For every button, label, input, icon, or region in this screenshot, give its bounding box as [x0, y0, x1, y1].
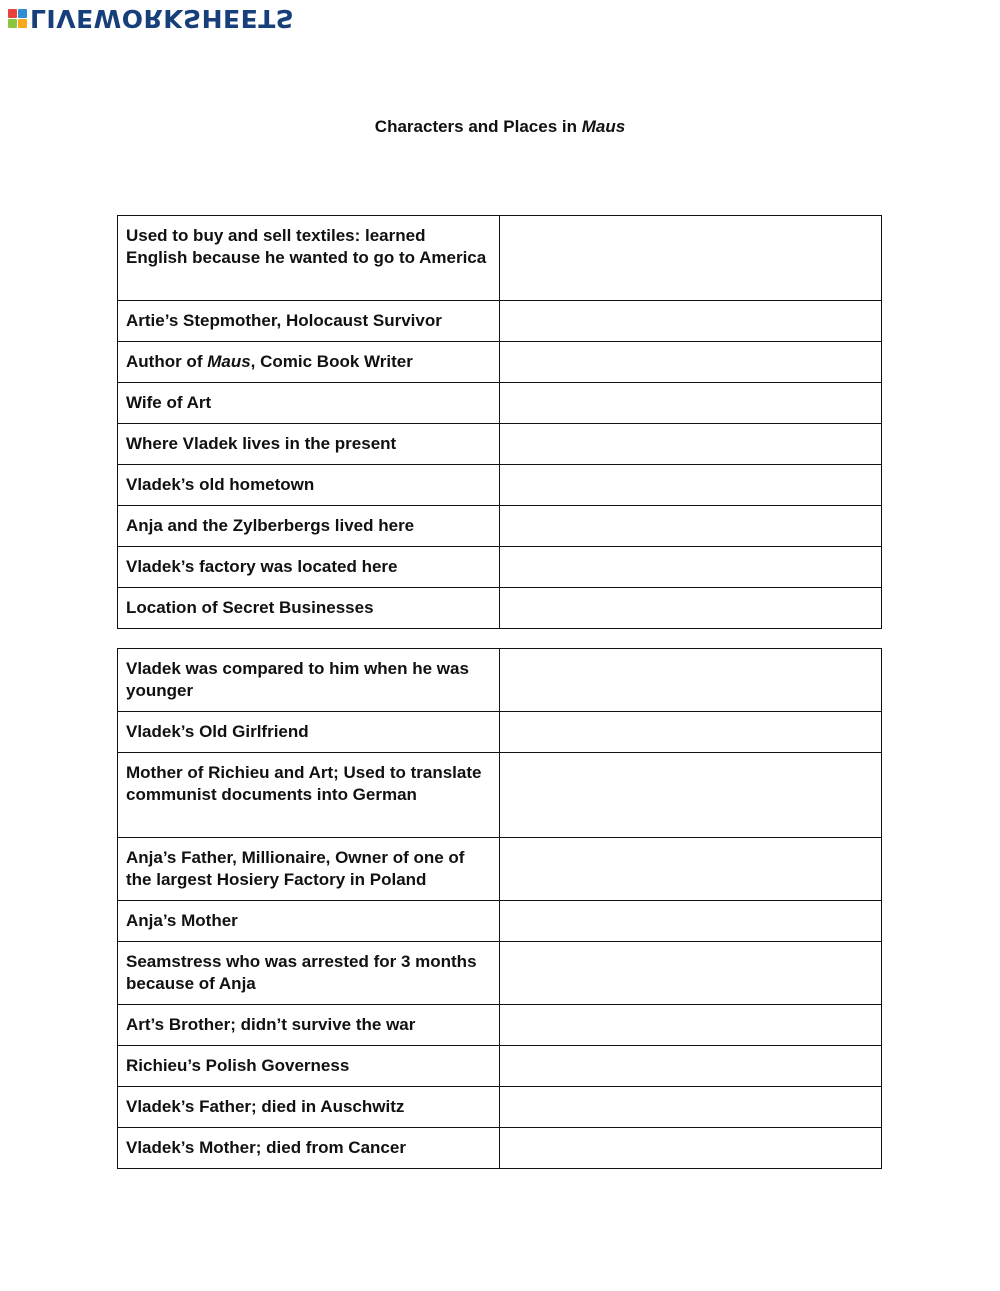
answer-cell[interactable]	[500, 1087, 882, 1128]
prompt-cell: Vladek’s Father; died in Auschwitz	[118, 1087, 500, 1128]
prompt-text-pre: Author of	[126, 352, 208, 371]
answer-cell[interactable]	[500, 424, 882, 465]
answer-cell[interactable]	[500, 588, 882, 629]
logo-blocks-icon	[8, 9, 27, 28]
characters-table-2	[117, 648, 882, 1169]
title-prefix: Characters and Places in	[374, 117, 582, 136]
answer-cell[interactable]	[500, 1128, 882, 1169]
table-row	[118, 301, 882, 342]
table-row	[118, 838, 882, 901]
answer-cell[interactable]	[500, 942, 882, 1005]
prompt-text-italic: Maus	[207, 352, 251, 371]
table-row	[118, 465, 882, 506]
answer-cell[interactable]	[500, 301, 882, 342]
table-row	[118, 712, 882, 753]
prompt-cell: Used to buy and sell textiles: learned English because he wanted to go to America	[118, 216, 500, 301]
logo-text: LIVEWORKSHEETS	[30, 4, 295, 33]
answer-cell[interactable]	[500, 216, 882, 301]
answer-cell[interactable]	[500, 383, 882, 424]
table-row	[118, 753, 882, 838]
title-italic: Maus	[581, 117, 626, 136]
prompt-cell: Richieu’s Polish Governess	[118, 1046, 500, 1087]
table-row	[118, 216, 882, 301]
prompt-cell: Vladek’s old hometown	[118, 465, 500, 506]
prompt-cell: Vladek’s factory was located here	[118, 547, 500, 588]
prompt-cell: Vladek’s Old Girlfriend	[118, 712, 500, 753]
answer-cell[interactable]	[500, 465, 882, 506]
prompt-cell: Art’s Brother; didn’t survive the war	[118, 1005, 500, 1046]
table-row	[118, 942, 882, 1005]
prompt-cell: Anja and the Zylberbergs lived here	[118, 506, 500, 547]
liveworksheets-logo	[8, 4, 294, 32]
table-row	[118, 588, 882, 629]
table-row	[118, 649, 882, 712]
table-row	[118, 547, 882, 588]
answer-cell[interactable]	[500, 712, 882, 753]
prompt-cell	[118, 342, 500, 383]
table-row	[118, 1128, 882, 1169]
prompt-cell: Mother of Richieu and Art; Used to translate communist documents into German	[118, 753, 500, 838]
prompt-cell: Anja’s Father, Millionaire, Owner of one of the largest Hosiery Factory in Poland	[118, 838, 500, 901]
table-row	[118, 506, 882, 547]
page-title	[0, 117, 1000, 137]
characters-table-1	[117, 215, 882, 629]
prompt-cell: Seamstress who was arrested for 3 months because of Anja	[118, 942, 500, 1005]
table-row	[118, 1087, 882, 1128]
answer-cell[interactable]	[500, 901, 882, 942]
answer-cell[interactable]	[500, 1005, 882, 1046]
answer-cell[interactable]	[500, 506, 882, 547]
answer-cell[interactable]	[500, 342, 882, 383]
table-row	[118, 1046, 882, 1087]
table-row	[118, 424, 882, 465]
table-row	[118, 342, 882, 383]
prompt-cell: Wife of Art	[118, 383, 500, 424]
prompt-cell: Artie’s Stepmother, Holocaust Survivor	[118, 301, 500, 342]
prompt-text-post: , Comic Book Writer	[250, 352, 413, 371]
prompt-cell: Location of Secret Businesses	[118, 588, 500, 629]
table-row	[118, 383, 882, 424]
prompt-cell: Where Vladek lives in the present	[118, 424, 500, 465]
table-row	[118, 901, 882, 942]
answer-cell[interactable]	[500, 547, 882, 588]
answer-cell[interactable]	[500, 753, 882, 838]
answer-cell[interactable]	[500, 1046, 882, 1087]
answer-cell[interactable]	[500, 649, 882, 712]
answer-cell[interactable]	[500, 838, 882, 901]
table-row	[118, 1005, 882, 1046]
prompt-cell: Vladek was compared to him when he was younger	[118, 649, 500, 712]
prompt-cell: Vladek’s Mother; died from Cancer	[118, 1128, 500, 1169]
prompt-cell: Anja’s Mother	[118, 901, 500, 942]
